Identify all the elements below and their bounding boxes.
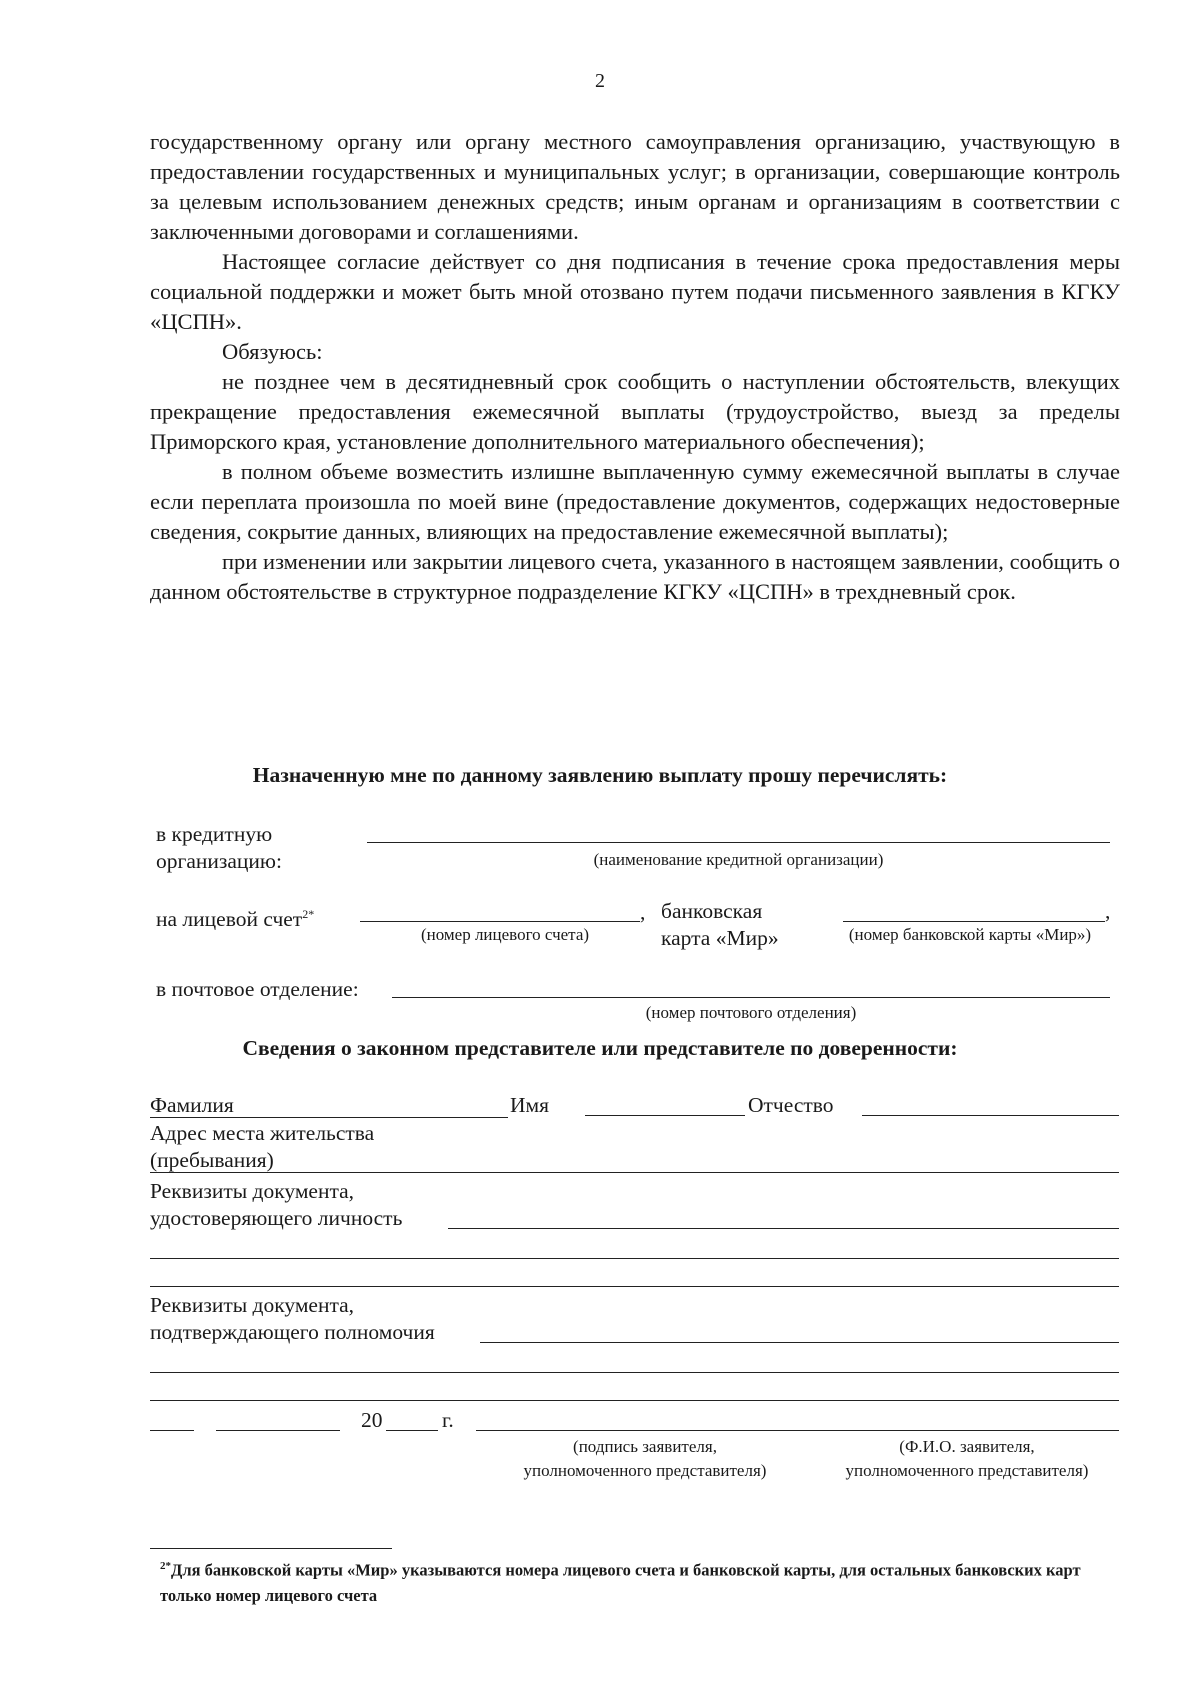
bank-card-comma: , xyxy=(1105,899,1111,923)
name-field[interactable] xyxy=(585,1115,745,1116)
credit-org-label-line2: организацию: xyxy=(156,849,282,873)
id-document-label-line1: Реквизиты документа, xyxy=(150,1179,355,1203)
footnote-separator xyxy=(150,1548,392,1549)
post-office-caption: (номер почтового отделения) xyxy=(645,1003,857,1022)
bank-card-number-caption: (номер банковской карты «Мир») xyxy=(848,925,1092,944)
account-footnote-mark: 2* xyxy=(302,907,315,921)
paragraph-obligation-account-change: при изменении или закрытии лицевого счета, указанного в настоящем заявлении, сообщить о данном обстоятельстве в структурное подразделение КГКУ «ЦСПН» в трехдневный срок. xyxy=(150,549,1120,604)
bank-card-label-line1: банковская xyxy=(661,899,763,923)
signature-caption-line2: уполномоченного представителя) xyxy=(523,1461,767,1480)
footnote-text: Для банковской карты «Мир» указываются номера лицевого счета и банковской карты, для остальных банковских карт только номер лицевого счета xyxy=(160,1560,1081,1605)
consent-text xyxy=(150,127,1120,607)
account-label-text: на лицевой счет xyxy=(156,907,303,932)
bank-card-number-field[interactable] xyxy=(843,921,1105,922)
id-document-field-line3[interactable] xyxy=(150,1286,1119,1287)
post-office-label: в почтовое отделение: xyxy=(156,977,359,1001)
authority-document-label-line2: подтверждающего полномочия xyxy=(150,1320,435,1344)
credit-org-label-line1: в кредитную xyxy=(156,822,273,846)
paragraph-obligation-notify: не позднее чем в десятидневный срок сообщить о наступлении обстоятельств, влекущих прекращение предоставления ежемесячной выплаты (трудоустройство, выезд за пределы Приморского края, установление дополнительного материального обеспечения); xyxy=(150,369,1120,454)
authority-document-field-line3[interactable] xyxy=(150,1400,1119,1401)
payment-heading: Назначенную мне по данному заявлению выплату прошу перечислять: xyxy=(252,763,948,787)
date-year-prefix: 20 xyxy=(361,1408,383,1432)
fio-caption-line1: (Ф.И.О. заявителя, xyxy=(899,1437,1035,1456)
patronymic-field[interactable] xyxy=(862,1115,1119,1116)
bank-card-label-line2: карта «Мир» xyxy=(661,926,779,950)
id-document-field-line2[interactable] xyxy=(150,1258,1119,1259)
authority-document-field[interactable] xyxy=(480,1342,1119,1343)
signature-caption-line1: (подпись заявителя, xyxy=(573,1437,717,1456)
signature-field[interactable] xyxy=(476,1430,1119,1431)
date-month-field[interactable] xyxy=(216,1430,340,1431)
credit-org-caption: (наименование кредитной организации) xyxy=(593,850,884,869)
account-number-caption: (номер лицевого счета) xyxy=(420,925,590,944)
address-field[interactable] xyxy=(150,1172,1119,1173)
paragraph-obligation-refund: в полном объеме возместить излишне выплаченную сумму ежемесячной выплаты в случае если переплата произошла по моей вине (предоставление документов, содержащих недостоверные сведения, сокрытие данных, влияющих на предоставление ежемесячной выплаты); xyxy=(150,459,1120,544)
paragraph-consent-recipients: государственному органу или органу местного самоуправления организацию, участвующую в предоставлении государственных и муниципальных услуг; в организации, совершающие контроль за целевым использованием денежных средств; иным органам и организациям в соответствии с заключенными договорами и соглашениями. xyxy=(150,129,1120,244)
id-document-label-line2: удостоверяющего личность xyxy=(150,1206,403,1230)
date-day-field[interactable] xyxy=(150,1430,194,1431)
footnote xyxy=(160,1554,1120,1608)
authority-document-field-line2[interactable] xyxy=(150,1372,1119,1373)
authority-document-label-line1: Реквизиты документа, xyxy=(150,1293,355,1317)
paragraph-consent-validity: Настоящее согласие действует со дня подписания в течение срока предоставления меры социальной поддержки и может быть мной отозвано путем подачи письменного заявления в КГКУ «ЦСПН». xyxy=(150,249,1120,334)
account-comma: , xyxy=(640,900,646,924)
date-year-suffix: г. xyxy=(442,1408,454,1432)
fio-caption-line2: уполномоченного представителя) xyxy=(845,1461,1089,1480)
date-year-field[interactable] xyxy=(386,1430,438,1431)
page-number: 2 xyxy=(595,70,605,92)
surname-label: Фамилия xyxy=(150,1093,234,1117)
credit-org-field[interactable] xyxy=(367,842,1110,843)
post-office-field[interactable] xyxy=(392,997,1110,998)
address-label-line2: (пребывания) xyxy=(150,1148,274,1172)
footnote-mark: 2* xyxy=(160,1560,171,1572)
account-label xyxy=(156,901,314,933)
id-document-field[interactable] xyxy=(448,1228,1119,1229)
representative-heading: Сведения о законном представителе или представителе по доверенности: xyxy=(242,1036,958,1060)
name-label: Имя xyxy=(510,1093,550,1117)
patronymic-label: Отчество xyxy=(748,1093,834,1117)
account-number-field[interactable] xyxy=(360,921,640,922)
address-label-line1: Адрес места жительства xyxy=(150,1121,375,1145)
surname-field[interactable] xyxy=(150,1117,508,1118)
paragraph-obligations-heading: Обязуюсь: xyxy=(222,339,323,364)
